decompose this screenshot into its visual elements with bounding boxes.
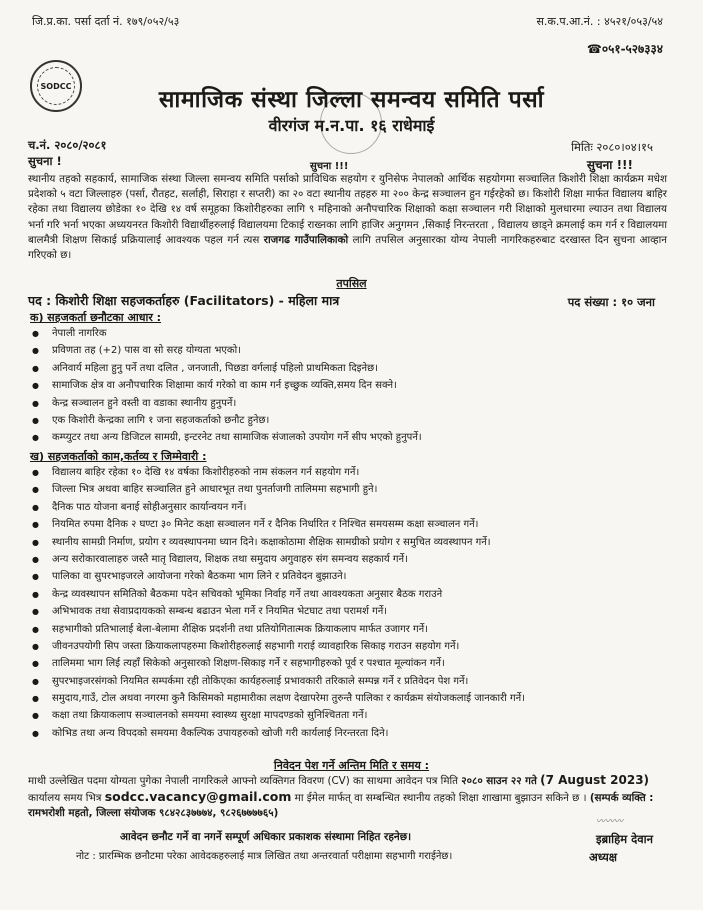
post-title: पद : किशोरी शिक्षा सहजकर्ताहरु (Facilitators) - महिला मात्र <box>28 293 340 308</box>
deadline-date-nepali: २०८० साउन २२ गते <box>461 775 537 787</box>
deadline-text-2: कार्यालय समय भित्र <box>28 792 102 804</box>
intro-highlight: राजगढ गाउँपालिकाको <box>263 233 349 246</box>
list-item: ● नेपाली नागरिक <box>30 325 667 342</box>
application-email: sodcc.vacancy@gmail.com <box>104 789 292 804</box>
duties-heading: ख) सहजकर्ताको काम,कर्तव्य र जिम्मेवारी : <box>30 450 207 463</box>
qualifications-list <box>30 325 667 447</box>
phone-number: ☎०५१-५२७३३४ <box>586 42 663 56</box>
intro-text-2: लागि तपसिल अनुसारका योग्य नेपाली नागरिकहरुबाट दरखास्त दिन सुचना आव्हान गरिएको छ। <box>28 233 667 262</box>
duties-list <box>30 464 667 742</box>
list-item: ● दैनिक पाठ योजना बनाई सोहीअनुसार कार्यान्वयन गर्ने। <box>30 499 667 516</box>
qualifications-heading: क) सहजकर्ता छनौटका आधार : <box>30 311 162 324</box>
signatory-name: इब्राहिम देवान <box>595 832 653 846</box>
list-item: ● विद्यालय बाहिर रहेका १० देखि १४ वर्षका किशोरीहरुको नाम संकलन गर्न सहयोग गर्ने। <box>30 464 667 481</box>
list-item: ● जीवनउपयोगी सिप जस्ता क्रियाकलापहरुमा किशोरीहरुलाई सहभागी गराई व्यावहारिक सिकाइ गराउन सहयोग गर्ने। <box>30 638 667 655</box>
intro-paragraph <box>28 172 667 263</box>
contact-person: (सम्पर्क व्यक्ति : रामभरोशी महतो, जिल्ला संयोजक ९८४२८३७७७४, ९८२६७७७७६५) <box>28 792 654 819</box>
list-item: ● अनिवार्य महिला हुनु पर्ने तथा दलित , जनजाती, पिछडा वर्गलाई पहिलो प्राथमिकता दिइनेछ। <box>30 360 667 377</box>
list-item: ● सामाजिक क्षेत्र वा अनौपचारिक शिक्षामा कार्य गरेको वा काम गर्न इच्छुक व्यक्ति,समय दिन सक्ने। <box>30 377 667 394</box>
list-item: ● प्रविणता तह (+2) पास वा सो सरह योग्यता भएको। <box>30 342 667 359</box>
notice-date: मितिः २०८०।०४।१५ <box>571 140 653 154</box>
organization-address: वीरगंज म.न.पा. १६ राधेमाई <box>268 116 435 135</box>
list-item: ● सहभागीको प्रतिभालाई बेला-बेलामा शैक्षिक प्रदर्शनी तथा प्रतियोगितात्मक क्रियाकलाप मार्फत उजागर गर्ने। <box>30 621 667 638</box>
list-item: ● कोभिड तथा अन्य विपदको समयमा वैकल्पिक उपायहरुको खोजी गरी कार्यलाई निरन्तरता दिने। <box>30 725 667 742</box>
rights-statement: आवेदन छनौट गर्ने वा नगर्ने सम्पूर्ण अधिकार प्रकाशक संस्थामा निहित रहनेछ। <box>120 831 412 843</box>
deadline-date-english: (7 August 2023) <box>540 773 650 787</box>
registration-number-right: स.क.प.आ.नं. : ४५२१/०५३/५४ <box>536 15 663 28</box>
list-item: ● नियमित रुपमा दैनिक २ घण्टा ३० मिनेट कक्षा सञ्चालन गर्ने र दैनिक निर्धारित र निश्चित समयसम्म कक्षा सञ्चालन गर्ने। <box>30 516 667 533</box>
notice-label-left: सुचना ! <box>28 154 62 168</box>
deadline-text-3: मा ईमेल मार्फत् वा सम्बन्धित स्थानीय तहको शिक्षा शाखामा बुझाउन सकिने छ । <box>294 792 587 804</box>
list-item: ● एक किशोरी केन्द्रका लागि १ जना सहजकर्ताको छनौट हुनेछ। <box>30 412 667 429</box>
post-count: पद संख्या : १० जना <box>567 295 655 309</box>
list-item: ● समुदाय,गाउँ, टोल अथवा नगरमा कुनै किसिमको महामारीका लक्षण देखापरेमा तुरुन्तै पालिका र कार्यक्रम संयोजकलाई जानकारी गर्ने। <box>30 690 667 707</box>
list-item: ● पालिका वा सुपरभाइजरले आयोजना गरेको बैठकमा भाग लिने र प्रतिवेदन बुझाउने। <box>30 568 667 585</box>
schedule-heading: तपसिल <box>336 277 367 290</box>
list-item: ● कम्प्युटर तथा अन्य डिजिटल सामग्री, इन्टरनेट तथा सामाजिक संजालको उपयोग गर्ने सीप भएको हुनुपर्ने। <box>30 429 667 446</box>
list-item: ● जिल्ला भित्र अथवा बाहिर सञ्चालित हुने आधारभूत तथा पुनर्ताजगी तालिममा सहभागी हुने। <box>30 481 667 498</box>
logo-text: SODCC <box>40 81 72 91</box>
list-item: ● कक्षा तथा क्रियाकलाप सञ्चालनको समयमा स्वास्थ्य सुरक्षा मापदण्डको सुनिश्चितता गर्ने। <box>30 707 667 724</box>
note-text: नोट : प्रारम्भिक छनौटमा परेका आवेदकहरुलाई मात्र लिखित तथा अन्तरवार्ता परीक्षामा सहभागी गराईनेछ। <box>76 851 453 862</box>
list-item: ● अन्य सरोकारवालाहरु जस्तै मातृ विद्यालय, शिक्षक तथा समुदाय अगुवाहरु संग समन्वय सहकार्य गर्ने। <box>30 551 667 568</box>
list-item: ● तालिममा भाग लिई त्यहाँ सिकेको अनुसारको शिक्षण-सिकाइ गर्ने र सहभागीहरुको पूर्व र पश्चात मूल्यांकन गर्ने। <box>30 655 667 672</box>
list-item: ● स्थानीय सामग्री निर्माण, प्रयोग र व्यवस्थापनमा ध्यान दिने। कक्षाकोठामा शैक्षिक सामग्रीको प्रयोग र समुचित व्यवस्थापन गर्ने। <box>30 534 667 551</box>
list-item: ● अभिभावक तथा सेवाप्रदायकको सम्बन्ध बढाउन भेला गर्ने र नियमित भेटघाट तथा परामर्श गर्ने। <box>30 603 667 620</box>
intro-text-1: स्थानीय तहको सहकार्य, सामाजिक संस्था जिल्ला समन्वय समिति पर्साको प्राविधिक सहयोग र युनिसेफ नेपालको आर्थिक सहयोगमा सञ्चालित किशोरी शिक्षा कार्यक्रम मधेश प्रदेशको ५ वटा जिल्लाहरु (पर्सा, रौतहट, सर्लाही, सिराहा र सप्तरी) का २० वटा स्थानीय तहहरु मा २०० केन्द्र सञ्चालन हुन गईरहेको छ। किशोरी शिक्षा मार्फत विद्यालय बाहिर रहेका तथा विद्यालय छोडेका १० देखि १४ वर्ष समूहका किशोरीहरुका लागि ९ महिनाको अनौपचारिक शिक्षाको कक्षा सञ्चालन गरी शिक्षाको मुलधारमा ल्याउन तथा विद्यालय भर्ना गरि भर्ना भएका अध्ययनरत किशोरी विद्यार्थीहरुलाई विद्यालयमा टिकाई राख्नका लागि हाजिर अनुगमन ,सिकाई निरन्तरता , विद्यालय छाड्ने क्रमलाई कम गर्न र विद्यालयमा बालमैत्री शिक्षण सिकाई प्रक्रियालाई आवश्यक पहल गर्न त्यस <box>28 173 667 246</box>
notice-label-right: सुचना !!! <box>586 158 633 172</box>
deadline-heading: निवेदन पेश गर्ने अन्तिम मिति र समय : <box>273 759 430 772</box>
list-item: ● केन्द्र सञ्चालन हुने वस्ती वा वडाका स्थानीय हुनुपर्ने। <box>30 395 667 412</box>
signatory-title: अध्यक्ष <box>588 850 617 864</box>
reference-number: च.नं. २०८०/२०८१ <box>28 138 107 152</box>
signature-icon: 〰〰〰 <box>595 817 623 827</box>
organization-title: सामाजिक संस्था जिल्ला समन्वय समिति पर्सा <box>158 87 545 113</box>
list-item: ● सुपरभाइजरसंगको नियमित सम्पर्कमा रही तोकिएका कार्यहरुलाई प्रभावकारी तरिकाले सम्पन्न गर्ने र प्रतिवेदन पेश गर्ने। <box>30 673 667 690</box>
deadline-paragraph <box>28 773 667 821</box>
registration-number-left: जि.प्र.का. पर्सा दर्ता नं. १७९/०५२/५३ <box>32 15 180 28</box>
deadline-text-1: माथी उल्लेखित पदमा योग्यता पुगेका नेपाली नागरिकले आफ्नो व्यक्तिगत विवरण (CV) का साथमा आवेदन पत्र मिति <box>28 775 459 787</box>
list-item: ● केन्द्र व्यवस्थापन समितिको बैठकमा पदेन सचिवको भूमिका निर्वाह गर्ने तथा आवश्यकता अनुसार बैठक गराउने <box>30 586 667 603</box>
notice-label-center: सुचना !!! <box>310 161 349 172</box>
